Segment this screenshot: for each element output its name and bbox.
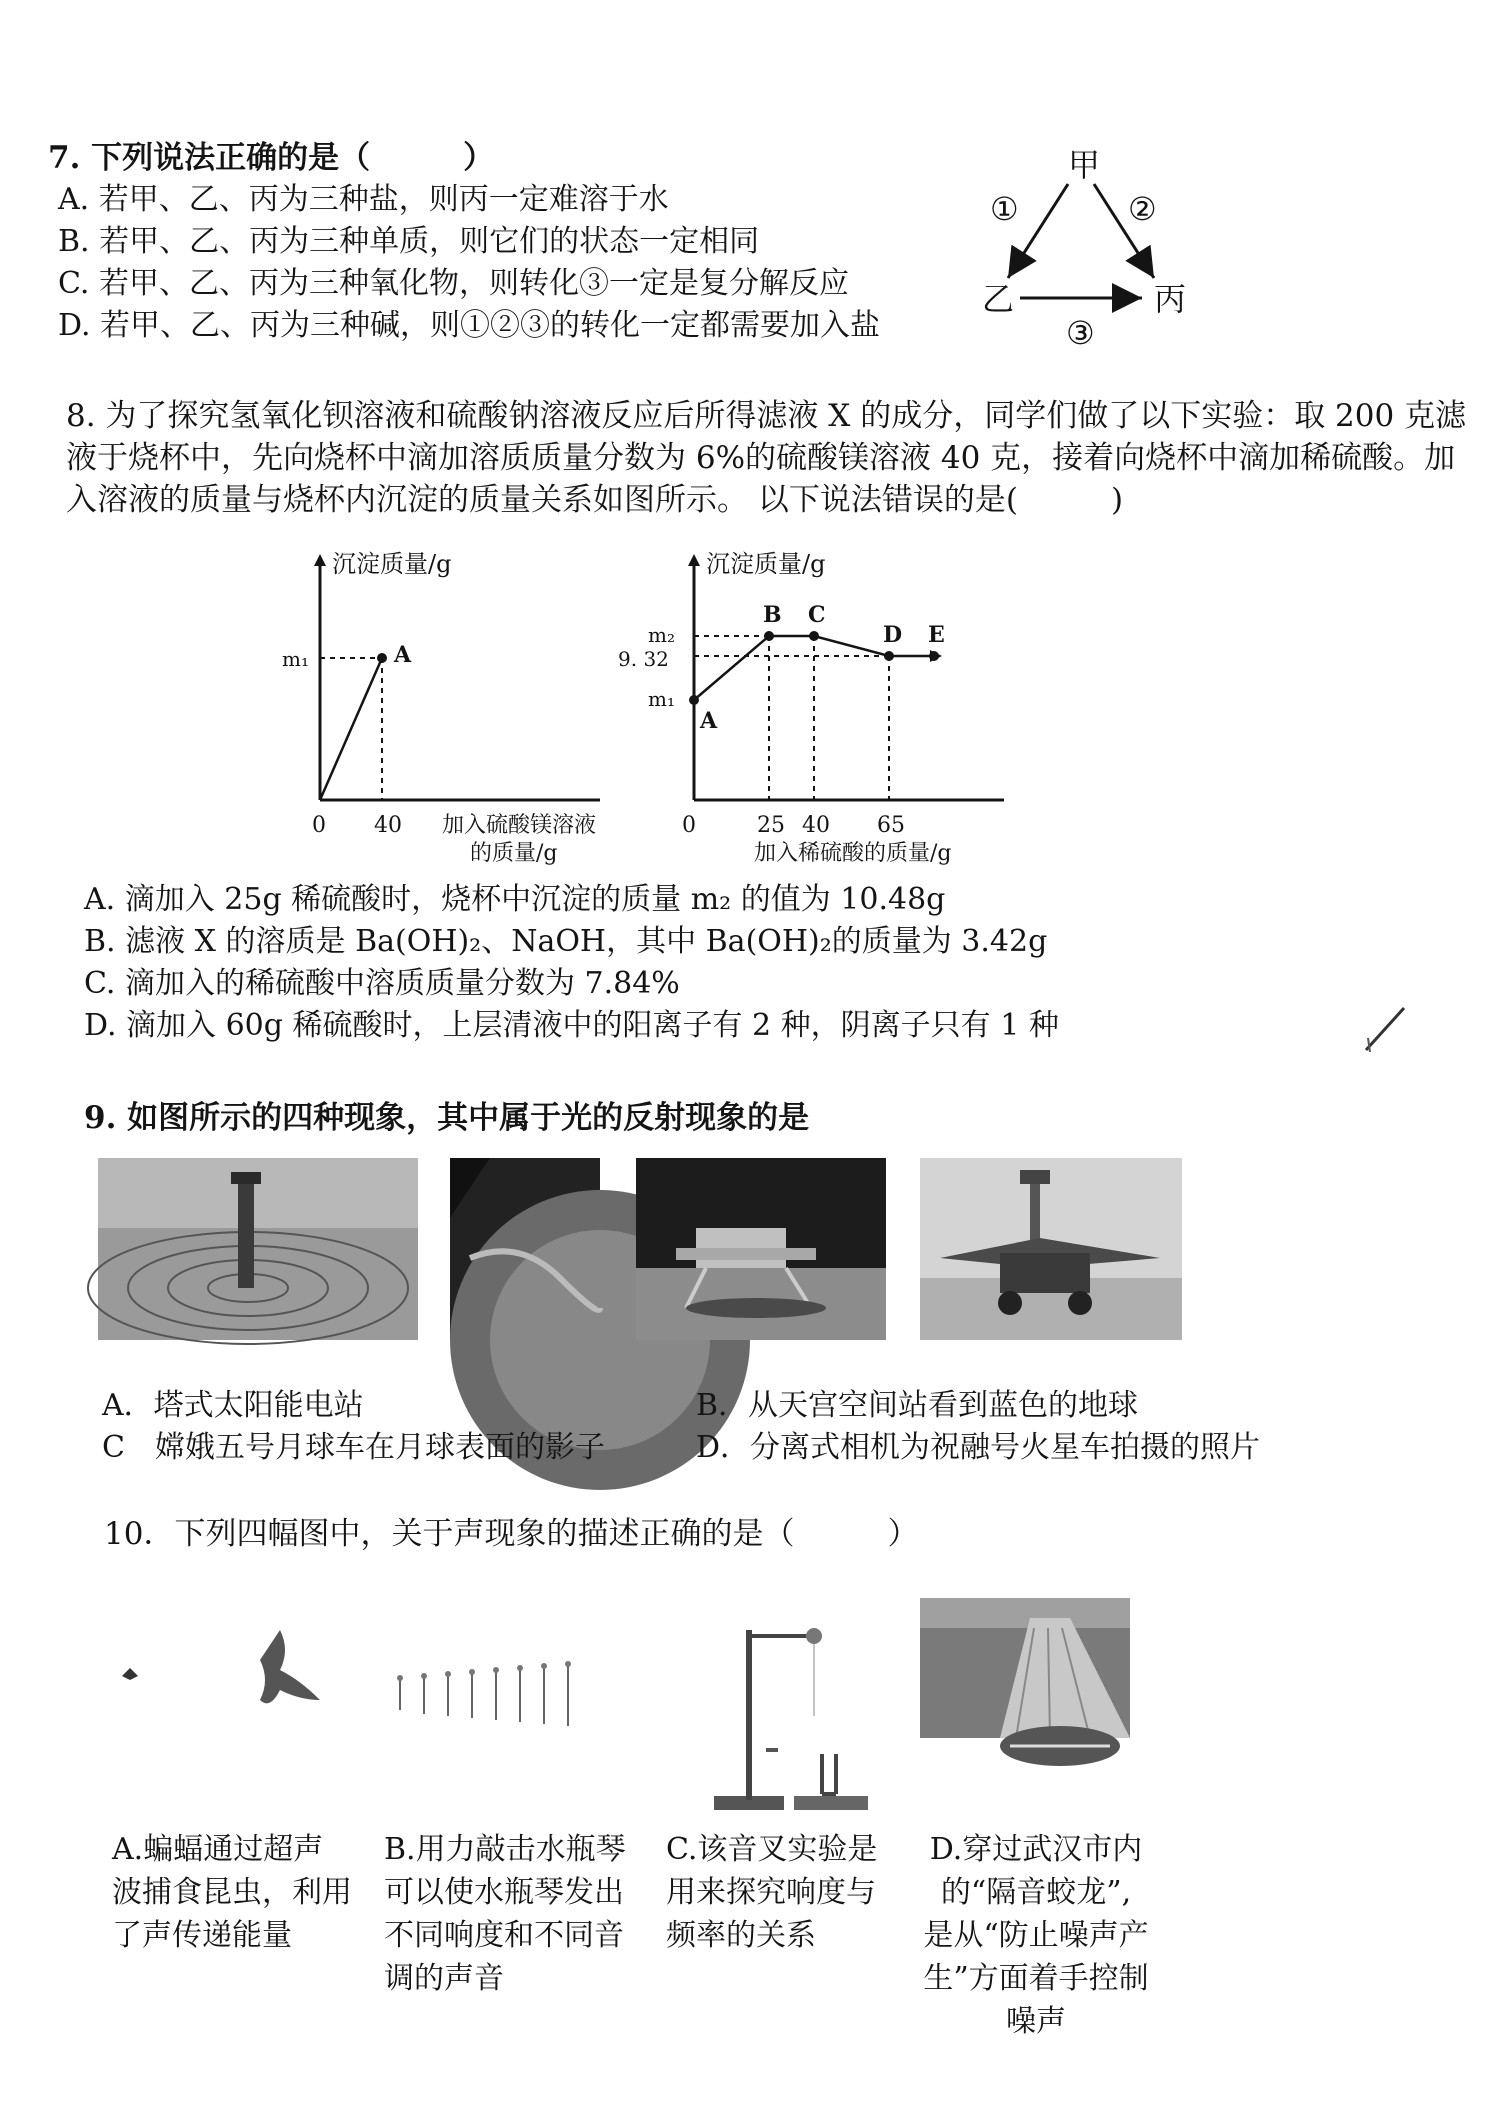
point-label-a: A: [700, 708, 718, 734]
q8-option-d: D. 滴加入 60g 稀硫酸时，上层清液中的阳离子有 2 种，阴离子只有 1 种: [84, 1008, 1059, 1043]
q8-option-b: B. 滤液 X 的溶质是 Ba(OH)₂、NaOH，其中 Ba(OH)₂的质量为 3.42g: [84, 924, 1048, 959]
node-right: 丙: [1154, 280, 1187, 318]
q8-stem-line-2: 液于烧杯中，先向烧杯中滴加溶质质量分数为 6%的硫酸镁溶液 40 克，接着向烧杯中滴加稀硫酸。加: [66, 440, 1456, 476]
x-tick-label: 0: [682, 813, 696, 838]
q9-photo-b-earth-from-station: [450, 1158, 600, 1340]
q10-caption-b: B.用力敲击水瓶琴 可以使水瓶琴发出 不同响度和不同音 调的声音: [384, 1832, 626, 1996]
y-axis-label: 沉淀质量/g: [332, 550, 452, 578]
q10-image-a-bat: [110, 1610, 350, 1720]
q10-caption-a: A.蝙蝠通过超声 波捕食昆虫，利用 了声传递能量: [112, 1832, 352, 1953]
q7-option-b: B. 若甲、乙、丙为三种单质，则它们的状态一定相同: [58, 224, 760, 259]
point-c: [809, 631, 819, 641]
y-tick-label: m₁: [648, 687, 675, 711]
q9-photo-d-mars-rover: [920, 1158, 1182, 1340]
x-tick-label: 65: [877, 813, 905, 838]
q10-image-b-water-bottles: [390, 1660, 600, 1730]
q10-image-c-tuning-fork: [700, 1620, 880, 1820]
x-axis-label: 加入稀硫酸的质量/g: [754, 841, 952, 866]
label-2: ②: [1128, 190, 1157, 228]
y-axis-arrow: [314, 554, 326, 566]
q8-stem-line-3: 入溶液的质量与烧杯内沉淀的质量关系如图所示。 以下说法错误的是( ): [66, 482, 1124, 518]
x-axis-label: 加入硫酸镁溶液: [442, 813, 597, 838]
q9-stem: 9. 如图所示的四种现象，其中属于光的反射现象的是: [84, 1100, 810, 1136]
x-tick-label: 25: [757, 813, 785, 838]
q8-option-a: A. 滴加入 25g 稀硫酸时，烧杯中沉淀的质量 m₂ 的值为 10.48g: [84, 882, 946, 917]
q9-option-c: C 嫦娥五号月球车在月球表面的影子: [102, 1430, 605, 1465]
point-a: [377, 653, 387, 663]
x-axis-label-cont: 的质量/g: [470, 841, 558, 866]
node-top: 甲: [1068, 146, 1101, 184]
q8-stem-line-1: 8. 为了探究氢氧化钡溶液和硫酸钠溶液反应后所得滤液 X 的成分，同学们做了以下实验：取 200 克滤: [66, 398, 1467, 434]
point-a: [689, 695, 699, 705]
y-tick-label: 9. 32: [618, 647, 669, 671]
q7-option-a: A. 若甲、乙、丙为三种盐，则丙一定难溶于水: [58, 182, 669, 217]
point-d: [884, 651, 894, 661]
node-left: 乙: [982, 280, 1015, 318]
q10-image-d-noise-barrier: [920, 1598, 1130, 1768]
y-axis-label: 沉淀质量/g: [706, 550, 826, 578]
point-a-label: A: [394, 642, 412, 668]
point-b: [764, 631, 774, 641]
x-tick-label: 40: [802, 813, 830, 838]
q9-photo-c-lunar-rover: [636, 1158, 886, 1340]
q9-option-b: B．从天宫空间站看到蓝色的地球: [696, 1388, 1139, 1423]
q8-chart-2: [618, 540, 1020, 870]
y-tick-label: m₁: [282, 647, 309, 671]
q7-triangle-diagram: [960, 140, 1200, 360]
point-label-e: E: [928, 622, 945, 648]
point-label-c: C: [808, 602, 826, 628]
point-label-b: B: [763, 602, 782, 628]
pen-mark: [1360, 1000, 1410, 1060]
label-3: ③: [1066, 314, 1095, 352]
y-tick-label: m₂: [648, 623, 675, 647]
q10-stem: 10．下列四幅图中，关于声现象的描述正确的是（ ）: [104, 1516, 919, 1552]
q7-option-c: C. 若甲、乙、丙为三种氧化物，则转化③一定是复分解反应: [58, 266, 849, 301]
y-axis-arrow: [688, 554, 700, 566]
q8-option-c: C. 滴加入的稀硫酸中溶质质量分数为 7.84%: [84, 966, 680, 1001]
q10-caption-d: D.穿过武汉市内 的“隔音蛟龙”, 是从“防止噪声产 生”方面着手控制 噪声: [923, 1832, 1149, 2039]
q8-chart-1: [280, 540, 680, 870]
x-tick-label: 40: [374, 813, 402, 838]
q10-caption-c: C.该音叉实验是 用来探究响度与 频率的关系: [666, 1832, 878, 1953]
q9-option-d: D．分离式相机为祝融号火星车拍摄的照片: [696, 1430, 1261, 1465]
series-line: [320, 658, 382, 800]
q9-option-a: A．塔式太阳能电站: [102, 1388, 364, 1423]
label-1: ①: [990, 190, 1019, 228]
q7-option-d: D. 若甲、乙、丙为三种碱，则①②③的转化一定都需要加入盐: [58, 308, 881, 343]
q9-photo-a-solar-station: [98, 1158, 418, 1340]
q7-stem: 7. 下列说法正确的是（ ）: [48, 140, 495, 176]
point-label-d: D: [883, 622, 903, 648]
x-tick-label: 0: [312, 813, 326, 838]
